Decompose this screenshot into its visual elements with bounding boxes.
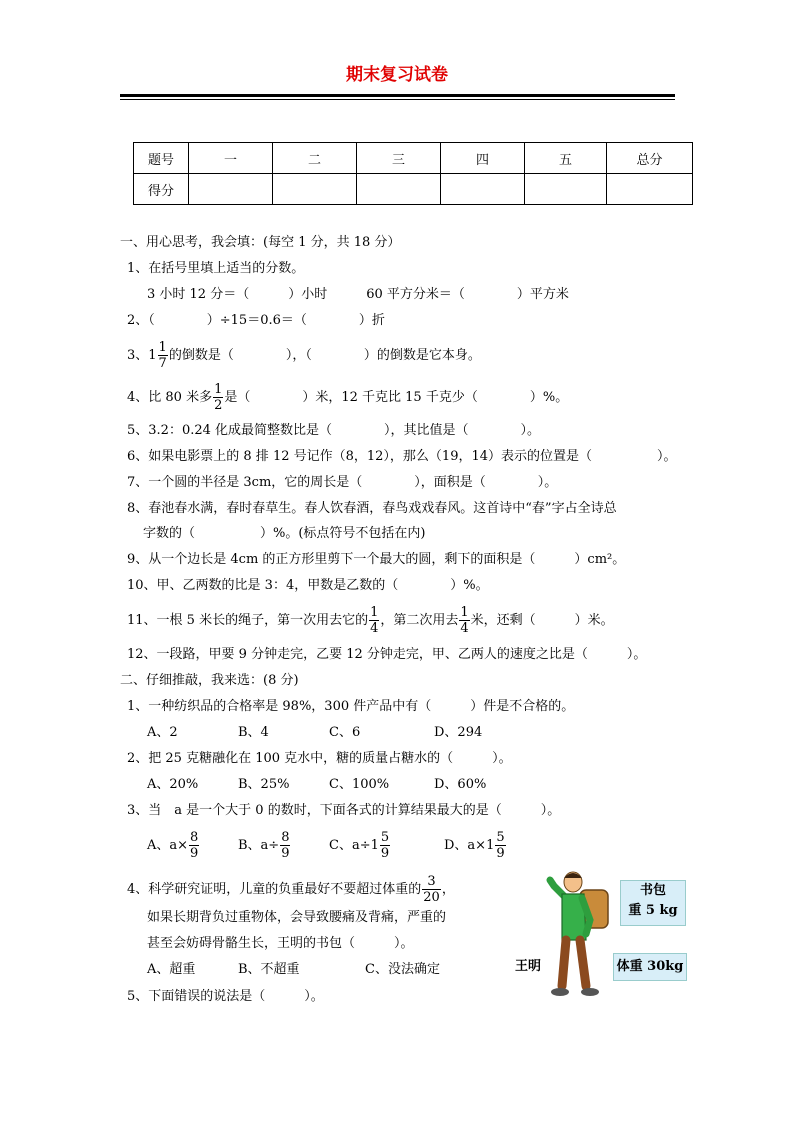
question-2-2-options [147, 775, 486, 795]
score-header-cell: 总分 [607, 143, 693, 174]
question-1-8-cont: 字数的（ ）%。(标点符号不包括在内) [143, 526, 426, 541]
section-1-heading: 一、用心思考，我会填：(每空 1 分，共 18 分） [120, 235, 401, 250]
question-2-3: 3、当 a 是一个大于 0 的数时，下面各式的计算结果最大的是（ ）。 [127, 803, 561, 818]
question-1-8: 8、春池春水满，春时春草生。春人饮春酒，春鸟戏戏春风。这首诗中“春”字占全诗总 [127, 501, 617, 516]
score-input-cell[interactable] [189, 174, 273, 205]
score-header-cell: 三 [357, 143, 441, 174]
score-table-header-row [134, 143, 693, 174]
score-input-cell[interactable] [357, 174, 441, 205]
question-2-4-line3: 甚至会妨碍骨骼生长，王明的书包（ ）。 [147, 936, 414, 951]
q4-post: 是（ ）米，12 千克比 15 千克少（ ）%。 [224, 390, 569, 405]
question-1-5: 5、3.2：0.24 化成最简整数比是（ ），其比值是（ ）。 [127, 423, 541, 438]
fraction: $\frac{8}{9}$ [281, 830, 290, 861]
question-2-2: 2、把 25 克糖融化在 100 克水中，糖的质量占糖水的（ ）。 [127, 751, 512, 766]
question-2-3-options [147, 830, 507, 861]
question-1-7: 7、一个圆的半径是 3cm，它的周长是（ ），面积是（ ）。 [127, 475, 558, 490]
question-2-4-options [147, 960, 440, 980]
question-1-11 [127, 605, 614, 636]
fraction: $\frac{1}{4}$ [460, 605, 469, 636]
question-2-1: 1、一种纺织品的合格率是 98%，300 件产品中有（ ）件是不合格的。 [127, 699, 575, 714]
question-1-6: 6、如果电影票上的 8 排 12 号记作（8，12），那么（19，14）表示的位置是（ ）。 [127, 449, 677, 464]
option-d[interactable]: D、60% [434, 777, 487, 792]
title-rule-thin [120, 99, 675, 100]
fraction: $\frac{5}{9}$ [496, 830, 505, 861]
option-a[interactable]: A、2 [147, 725, 178, 740]
page-title: 期末复习试卷 [346, 65, 448, 85]
question-1-12: 12、一段路，甲要 9 分钟走完，乙要 12 分钟走完，甲、乙两人的速度之比是（ ）。 [127, 647, 647, 662]
option-b[interactable]: B、不超重 [238, 962, 300, 977]
question-1-1: 1、在括号里填上适当的分数。 [127, 261, 305, 276]
option-c[interactable]: C、a÷1 $\frac{5}{9}$ [329, 830, 390, 861]
option-a[interactable]: A、超重 [147, 962, 196, 977]
option-a[interactable]: A、a× $\frac{8}{9}$ [147, 830, 199, 861]
score-input-cell[interactable] [273, 174, 357, 205]
section-2-heading: 二、仔细推敲，我来选：(8 分) [120, 673, 299, 688]
score-input-cell[interactable] [525, 174, 607, 205]
option-a[interactable]: A、20% [147, 777, 199, 792]
question-1-1-items: 3 小时 12 分＝（ ）小时 60 平方分米＝（ ）平方米 [147, 287, 569, 302]
option-b[interactable]: B、25% [238, 777, 290, 792]
option-c[interactable]: C、没法确定 [365, 962, 440, 977]
option-c[interactable]: C、100% [329, 777, 390, 792]
q3-post: 的倒数是（ ），（ ）的倒数是它本身。 [168, 348, 481, 363]
score-header-cell: 二 [273, 143, 357, 174]
score-row-label: 得分 [134, 174, 189, 205]
question-2-1-options [147, 723, 482, 743]
q4-pre: 4、比 80 米多 [127, 390, 213, 405]
option-b[interactable]: B、4 [238, 725, 269, 740]
score-header-cell: 一 [189, 143, 273, 174]
score-input-cell[interactable] [607, 174, 693, 205]
student-name-label: 王明 [515, 959, 542, 974]
q11-post: 米，还剩（ ）米。 [470, 613, 614, 628]
question-1-9: 9、从一个边长是 4cm 的正方形里剪下一个最大的圆，剩下的面积是（ ）cm²。 [127, 552, 626, 567]
fraction: $\frac{1}{4}$ [370, 605, 379, 636]
score-table [133, 142, 693, 205]
option-c[interactable]: C、6 [329, 725, 361, 740]
score-header-cell: 五 [525, 143, 607, 174]
score-header-cell: 四 [441, 143, 525, 174]
q11-mid: ，第二次用去 [380, 613, 459, 628]
fraction: $\frac{3}{20}$ [423, 874, 440, 905]
option-d[interactable]: D、294 [434, 725, 483, 740]
question-1-10: 10、甲、乙两数的比是 3：4，甲数是乙数的（ ）%。 [127, 578, 489, 593]
question-2-4: 4、科学研究证明，儿童的负重最好不要超过体重的 $\frac{3}{20}$ ， [127, 874, 455, 905]
fraction: $\frac{8}{9}$ [190, 830, 199, 861]
q11-pre: 11、一根 5 米长的绳子，第一次用去它的 [127, 613, 369, 628]
title-rule-thick [120, 94, 675, 97]
question-2-4-line2: 如果长期背负过重物体，会导致腰痛及背痛，严重的 [147, 910, 447, 925]
fraction: $\frac{5}{9}$ [380, 830, 390, 861]
question-1-4 [127, 382, 568, 413]
q3-pre: 3、1 [127, 348, 157, 363]
question-2-5: 5、下面错误的说法是（ ）。 [127, 989, 324, 1004]
fraction: $\frac{1}{7}$ [158, 340, 167, 371]
question-1-3 [127, 340, 481, 371]
body-weight-label: 体重 30kg [613, 953, 687, 981]
question-1-2: 2、（ ）÷15＝0.6＝（ ）折 [127, 313, 385, 328]
option-d[interactable]: D、a×1 $\frac{5}{9}$ [444, 830, 505, 861]
score-table-score-row [134, 174, 693, 205]
score-input-cell[interactable] [441, 174, 525, 205]
fraction: $\frac{1}{2}$ [214, 382, 223, 413]
backpack-weight-label: 书包 重 5 kg [620, 880, 686, 926]
option-b[interactable]: B、a÷ $\frac{8}{9}$ [238, 830, 290, 861]
score-header-cell: 题号 [134, 143, 189, 174]
